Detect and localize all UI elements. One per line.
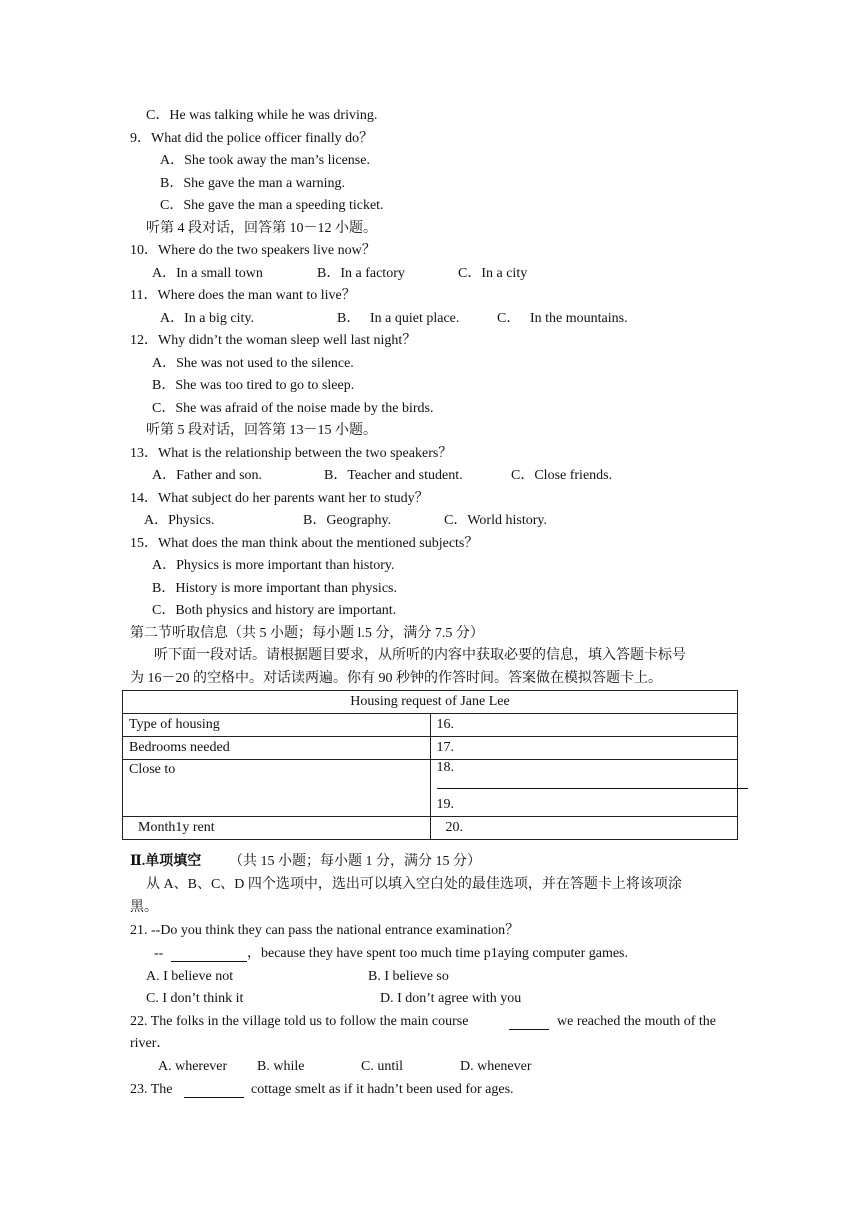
dialogue-5-instruction: 听第 5 段对话，回答第 13－15 小题。 bbox=[146, 423, 377, 438]
section-heading-single-choice: Ⅱ.单项填空 bbox=[130, 854, 202, 869]
table-header-row bbox=[123, 691, 738, 714]
single-choice-scoring: （共 15 小题；每小题 1 分，满分 15 分） bbox=[229, 854, 481, 869]
question-14: 14．What subject do her parents want her to study？ bbox=[130, 491, 429, 506]
q21-sentence: ，because they have spent too much time p1aying computer games. bbox=[247, 946, 629, 961]
q21-option-c: C. I don’t think it bbox=[146, 991, 244, 1006]
q15-option-b: B．History is more important than physics. bbox=[152, 581, 397, 596]
q21-blank bbox=[171, 949, 247, 962]
q22-option-c: C. until bbox=[361, 1059, 404, 1074]
row-answer-blank: 20. bbox=[430, 817, 738, 840]
q14-option-c: C．World history. bbox=[444, 513, 547, 528]
q21-option-a: A. I believe not bbox=[146, 969, 234, 984]
part2-instruction-line2: 为 16－20 的空格中。对话读两遍。你有 90 秒钟的作答时间。答案做在模拟答题卡上。 bbox=[130, 671, 662, 686]
q12-option-b: B．She was too tired to go to sleep. bbox=[152, 378, 355, 393]
table-title: Housing request of Jane Lee bbox=[123, 691, 738, 714]
q21-option-d: D. I don’t agree with you bbox=[380, 991, 522, 1006]
question-21: 21. --Do you think they can pass the national entrance examination？ bbox=[130, 923, 520, 938]
question-11: 11．Where does the man want to live？ bbox=[130, 288, 356, 303]
question-10: 10．Where do the two speakers live now？ bbox=[130, 243, 376, 258]
q12-option-c: C．She was afraid of the noise made by the birds. bbox=[152, 401, 434, 416]
table-row bbox=[123, 714, 738, 737]
q13-option-b: B．Teacher and student. bbox=[324, 468, 463, 483]
q10-option-b: B．In a factory bbox=[317, 266, 405, 281]
housing-request-table bbox=[122, 690, 738, 840]
q22-blank bbox=[509, 1017, 549, 1030]
row-label: Month1y rent bbox=[123, 817, 431, 840]
dialogue-4-instruction: 听第 4 段对话，回答第 10－12 小题。 bbox=[146, 221, 377, 236]
q14-option-a: A．Physics. bbox=[144, 513, 215, 528]
q9-option-b: B．She gave the man a warning. bbox=[160, 176, 346, 191]
row-label: Bedrooms needed bbox=[123, 737, 431, 760]
q22-option-b: B. while bbox=[257, 1059, 305, 1074]
q10-option-a: A．In a small town bbox=[152, 266, 263, 281]
q15-option-c: C．Both physics and history are important. bbox=[152, 603, 397, 618]
section-heading-part2: 第二节听取信息（共 5 小题；每小题 l.5 分，满分 7.5 分） bbox=[130, 626, 484, 641]
q22-option-a: A. wherever bbox=[158, 1059, 228, 1074]
single-choice-instruction: 从 A、B、C、D 四个选项中，选出可以填入空白处的最佳选项，并在答题卡上将该项涂 bbox=[146, 877, 682, 892]
question-12: 12．Why didn’t the woman sleep well last night？ bbox=[130, 333, 417, 348]
row-answer-blank: 16. bbox=[430, 714, 738, 737]
question-22: 22. The folks in the village told us to follow the main course bbox=[130, 1014, 469, 1029]
q11-option-b: In a quiet place. bbox=[370, 311, 460, 326]
q13-option-c: C．Close friends. bbox=[511, 468, 613, 483]
q21-option-b: B. I believe so bbox=[368, 969, 449, 984]
row-answer-blank: 17. bbox=[430, 737, 738, 760]
question-22-cont: we reached the mouth of the bbox=[557, 1014, 716, 1029]
q14-option-b: B．Geography. bbox=[303, 513, 392, 528]
row-answer-blank: 19. bbox=[430, 794, 738, 817]
q12-option-a: A．She was not used to the silence. bbox=[152, 356, 354, 371]
part2-instruction-line1: 听下面一段对话。请根据题目要求，从所听的内容中获取必要的信息，填入答题卡标号 bbox=[154, 648, 686, 663]
q13-option-a: A．Father and son. bbox=[152, 468, 263, 483]
question-15: 15．What does the man think about the mentioned subjects？ bbox=[130, 536, 479, 551]
q8-option-c: C．He was talking while he was driving. bbox=[146, 108, 378, 123]
q9-option-a: A．She took away the man’s license. bbox=[160, 153, 370, 168]
q9-option-c: C．She gave the man a speeding ticket. bbox=[160, 198, 384, 213]
single-choice-instruction-cont: 黑。 bbox=[130, 900, 158, 915]
table-row bbox=[123, 760, 738, 795]
question-23-cont: cottage smelt as if it hadn’t been used for ages. bbox=[251, 1082, 514, 1097]
q22-option-d: D. whenever bbox=[460, 1059, 532, 1074]
q11-option-c-letter: C． bbox=[497, 311, 521, 326]
question-13: 13．What is the relationship between the two speakers？ bbox=[130, 446, 453, 461]
row-label: Close to bbox=[123, 760, 431, 817]
table-row bbox=[123, 737, 738, 760]
answer-number: 18. bbox=[436, 760, 454, 775]
q11-option-b-letter: B． bbox=[337, 311, 361, 326]
q23-blank bbox=[184, 1085, 244, 1098]
q11-option-c: In the mountains. bbox=[530, 311, 628, 326]
row-answer-blank bbox=[430, 760, 738, 795]
question-23: 23. The bbox=[130, 1082, 173, 1097]
question-9: 9．What did the police officer finally do？ bbox=[130, 131, 374, 146]
table-row bbox=[123, 817, 738, 840]
q21-dash: -- bbox=[154, 946, 164, 961]
q15-option-a: A．Physics is more important than history. bbox=[152, 558, 395, 573]
answer-underline bbox=[437, 776, 748, 789]
question-22-wrap: river． bbox=[130, 1036, 171, 1051]
row-label: Type of housing bbox=[123, 714, 431, 737]
q11-option-a: A．In a big city. bbox=[160, 311, 254, 326]
q10-option-c: C．In a city bbox=[458, 266, 528, 281]
